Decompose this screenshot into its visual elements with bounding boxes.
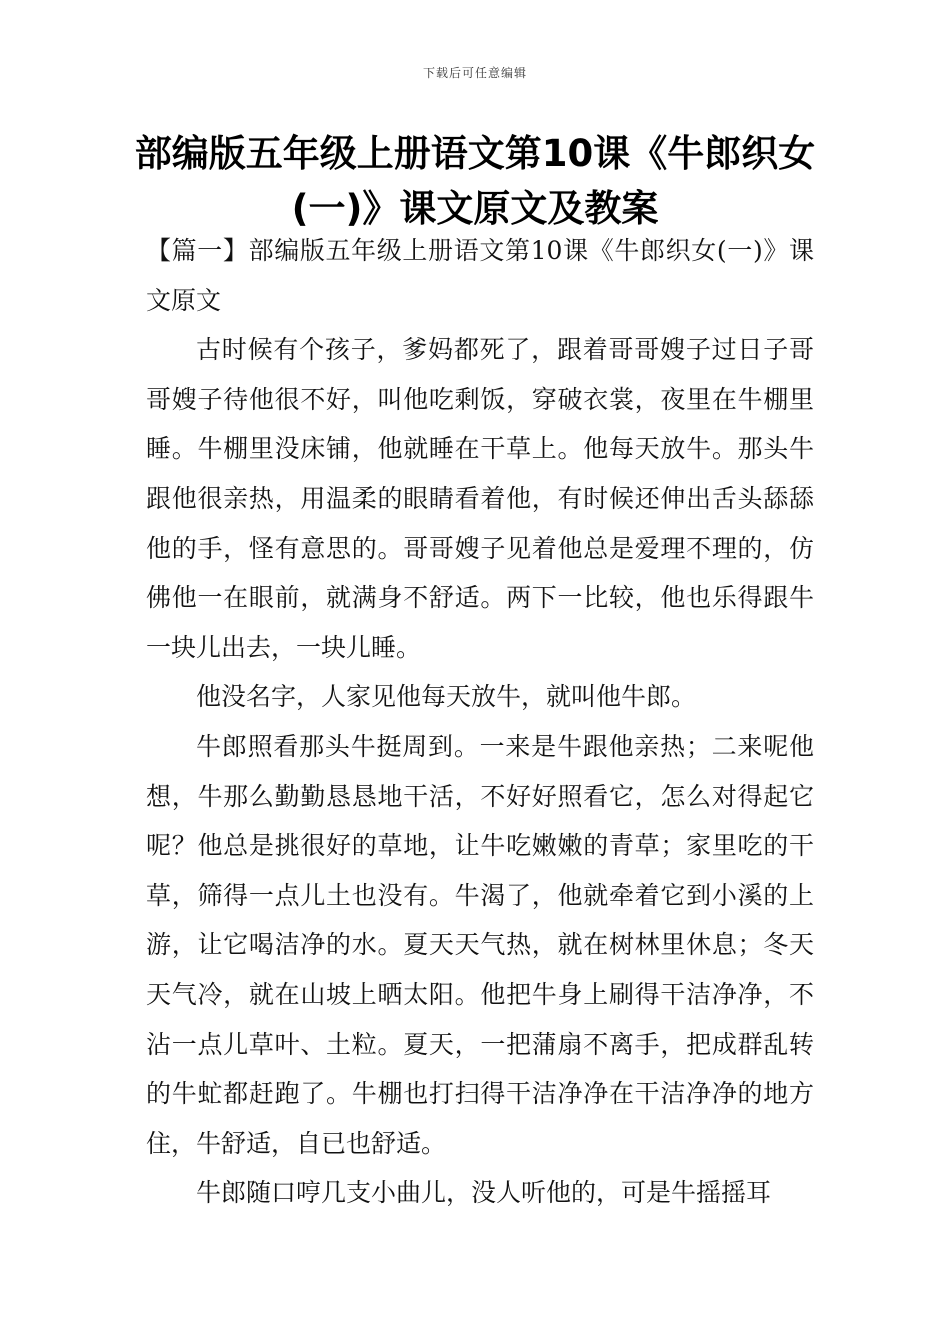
body-paragraph: 牛郎照看那头牛挺周到。一来是牛跟他亲热；二来呢他想，牛那么勤勤恳恳地干活，不好好照看它，怎么对得起它呢？他总是挑很好的草地，让牛吃嫩嫩的青草；家里吃的干草，筛得一点儿土也没有。牛渴了，他就牵着它到小溪的上游，让它喝洁净的水。夏天天气热，就在树林里休息；冬天天气冷，就在山坡上晒太阳。他把牛身上刷得干洁净净，不沾一点儿草叶、土粒。夏天，一把蒲扇不离手，把成群乱转的牛虻都赶跑了。牛棚也打扫得干洁净净在干洁净净的地方住，牛舒适，自已也舒适。 — [146, 731, 814, 1158]
header-note: 下载后可任意编辑 — [422, 66, 527, 80]
body-paragraph: 他没名字，人家见他每天放牛，就叫他牛郎。 — [196, 682, 697, 712]
body-paragraph: 古时候有个孩子，爹妈都死了，跟着哥哥嫂子过日子哥哥嫂子待他很不好，叫他吃剩饭，穿破衣裳，夜里在牛棚里睡。牛棚里没床铺，他就睡在干草上。他每天放牛。那头牛跟他很亲热，用温柔的眼睛看着他，有时候还伸出舌头舔舔他的手，怪有意思的。哥哥嫂子见着他总是爱理不理的，仿佛他一在眼前，就满身不舒适。两下一比较，他也乐得跟牛一块儿出去，一块儿睡。 — [146, 335, 814, 662]
section-heading: 【篇一】部编版五年级上册语文第10课《牛郎织女(一)》课文原文 — [146, 236, 814, 315]
document-title: 部编版五年级上册语文第10课《牛郎织女(一)》课文原文及教案 — [134, 132, 816, 230]
body-paragraph: 牛郎随口哼几支小曲儿，没人听他的，可是牛摇摇耳 — [196, 1178, 772, 1208]
document-body — [146, 226, 814, 1218]
